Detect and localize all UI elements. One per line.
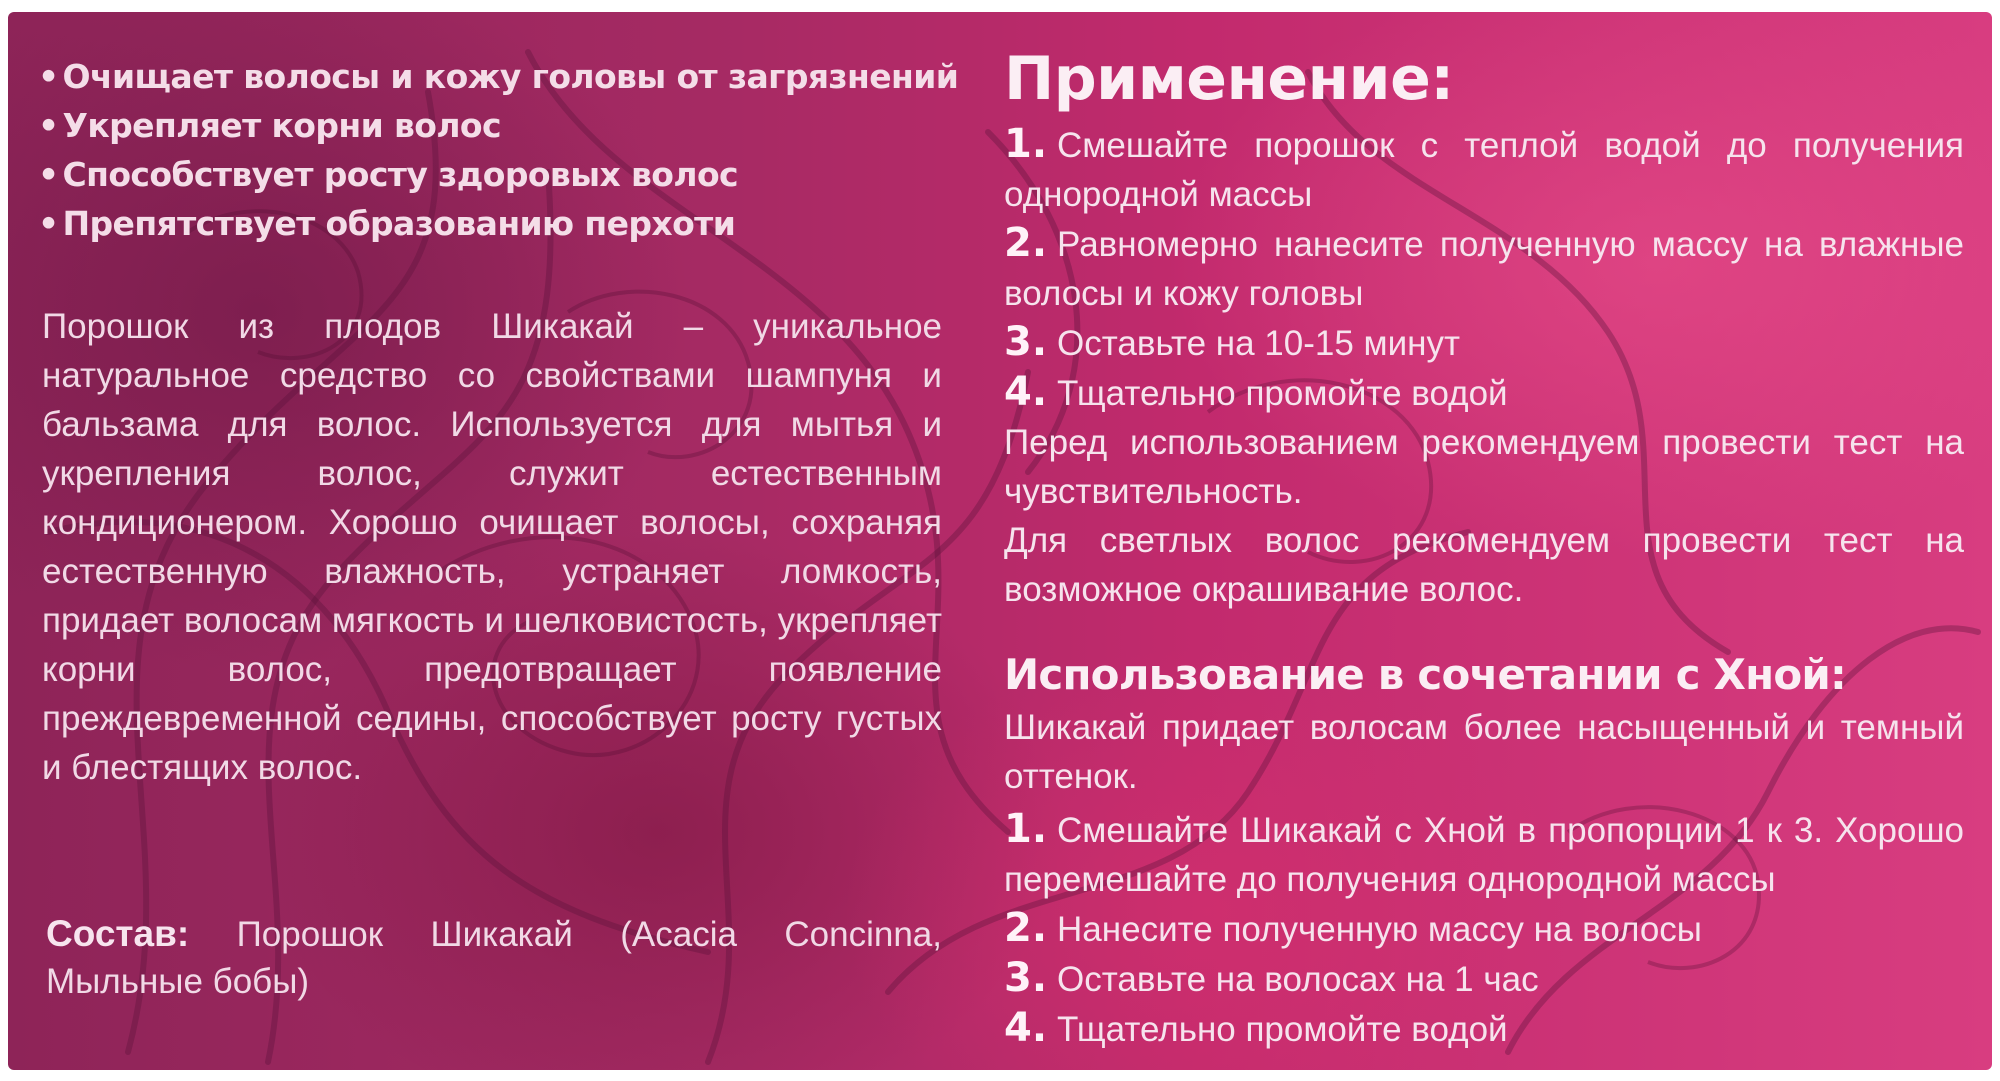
henna-step-number: 1. <box>1004 806 1048 852</box>
usage-step-number: 3. <box>1004 319 1048 365</box>
usage-section <box>1004 44 1964 614</box>
product-description: Порошок из плодов Шикакай – уникальное натуральное средство со свойствами шампуня и бальзама для волос. Используется для мытья и укрепления волос, служит естественным кондиционером. Хорошо очищает волосы, сохраняя естественную влажность, устраняет ломкость, придает волосам мягкость и шелковистость, укрепляет корни волос, предотвращает появление преждевременной седины, способствует росту густых и блестящих волос. <box>42 307 942 787</box>
henna-step-text: Смешайте Шикакай с Хной в пропорции 1 к 3. Хорошо перемешайте до получения однородной массы <box>1004 811 1964 899</box>
composition-text: Порошок Шикакай (Acacia Concinna, Мыльные бобы) <box>46 915 942 1001</box>
usage-title: Применение: <box>1004 44 1454 114</box>
composition <box>46 910 942 1005</box>
usage-step <box>1004 368 1964 418</box>
usage-step-number: 2. <box>1004 220 1048 266</box>
usage-step <box>1004 120 1964 219</box>
henna-step-text: Тщательно промойте водой <box>1057 1010 1508 1049</box>
benefit-item: • Очищает волосы и кожу головы от загрязнений <box>38 52 958 101</box>
usage-step-text: Тщательно промойте водой <box>1057 374 1508 413</box>
usage-step <box>1004 318 1964 368</box>
package-label-panel <box>8 12 1992 1070</box>
henna-title: Использование в сочетании с Хной: <box>1004 650 1847 699</box>
benefits-list <box>38 52 958 248</box>
usage-step-number: 1. <box>1004 121 1048 167</box>
henna-step-number: 3. <box>1004 955 1048 1001</box>
henna-step-text: Оставьте на волосах на 1 час <box>1057 960 1539 999</box>
henna-step <box>1004 904 1964 954</box>
henna-step <box>1004 805 1964 904</box>
light-hair-note: Для светлых волос рекомендуем провести тест на возможное окрашивание волос. <box>1004 521 1964 609</box>
composition-label: Состав: <box>46 913 190 954</box>
benefit-item: • Препятствует образованию перхоти <box>38 199 958 248</box>
usage-step <box>1004 219 1964 318</box>
henna-step-number: 4. <box>1004 1005 1048 1051</box>
usage-step-text: Смешайте порошок с теплой водой до получения однородной массы <box>1004 126 1964 214</box>
benefit-item: • Способствует росту здоровых волос <box>38 150 958 199</box>
henna-step <box>1004 954 1964 1004</box>
usage-step-text: Равномерно нанесите полученную массу на влажные волосы и кожу головы <box>1004 225 1964 313</box>
henna-section <box>1004 647 1964 1054</box>
benefit-item: • Укрепляет корни волос <box>38 101 958 150</box>
henna-step-text: Нанесите полученную массу на волосы <box>1057 910 1702 949</box>
usage-step-text: Оставьте на 10-15 минут <box>1057 324 1461 363</box>
sensitivity-test-note: Перед использованием рекомендуем провести тест на чувствительность. <box>1004 423 1964 511</box>
henna-intro: Шикакай придает волосам более насыщенный и темный оттенок. <box>1004 708 1964 796</box>
henna-step-number: 2. <box>1004 905 1048 951</box>
henna-step <box>1004 1004 1964 1054</box>
usage-step-number: 4. <box>1004 369 1048 415</box>
